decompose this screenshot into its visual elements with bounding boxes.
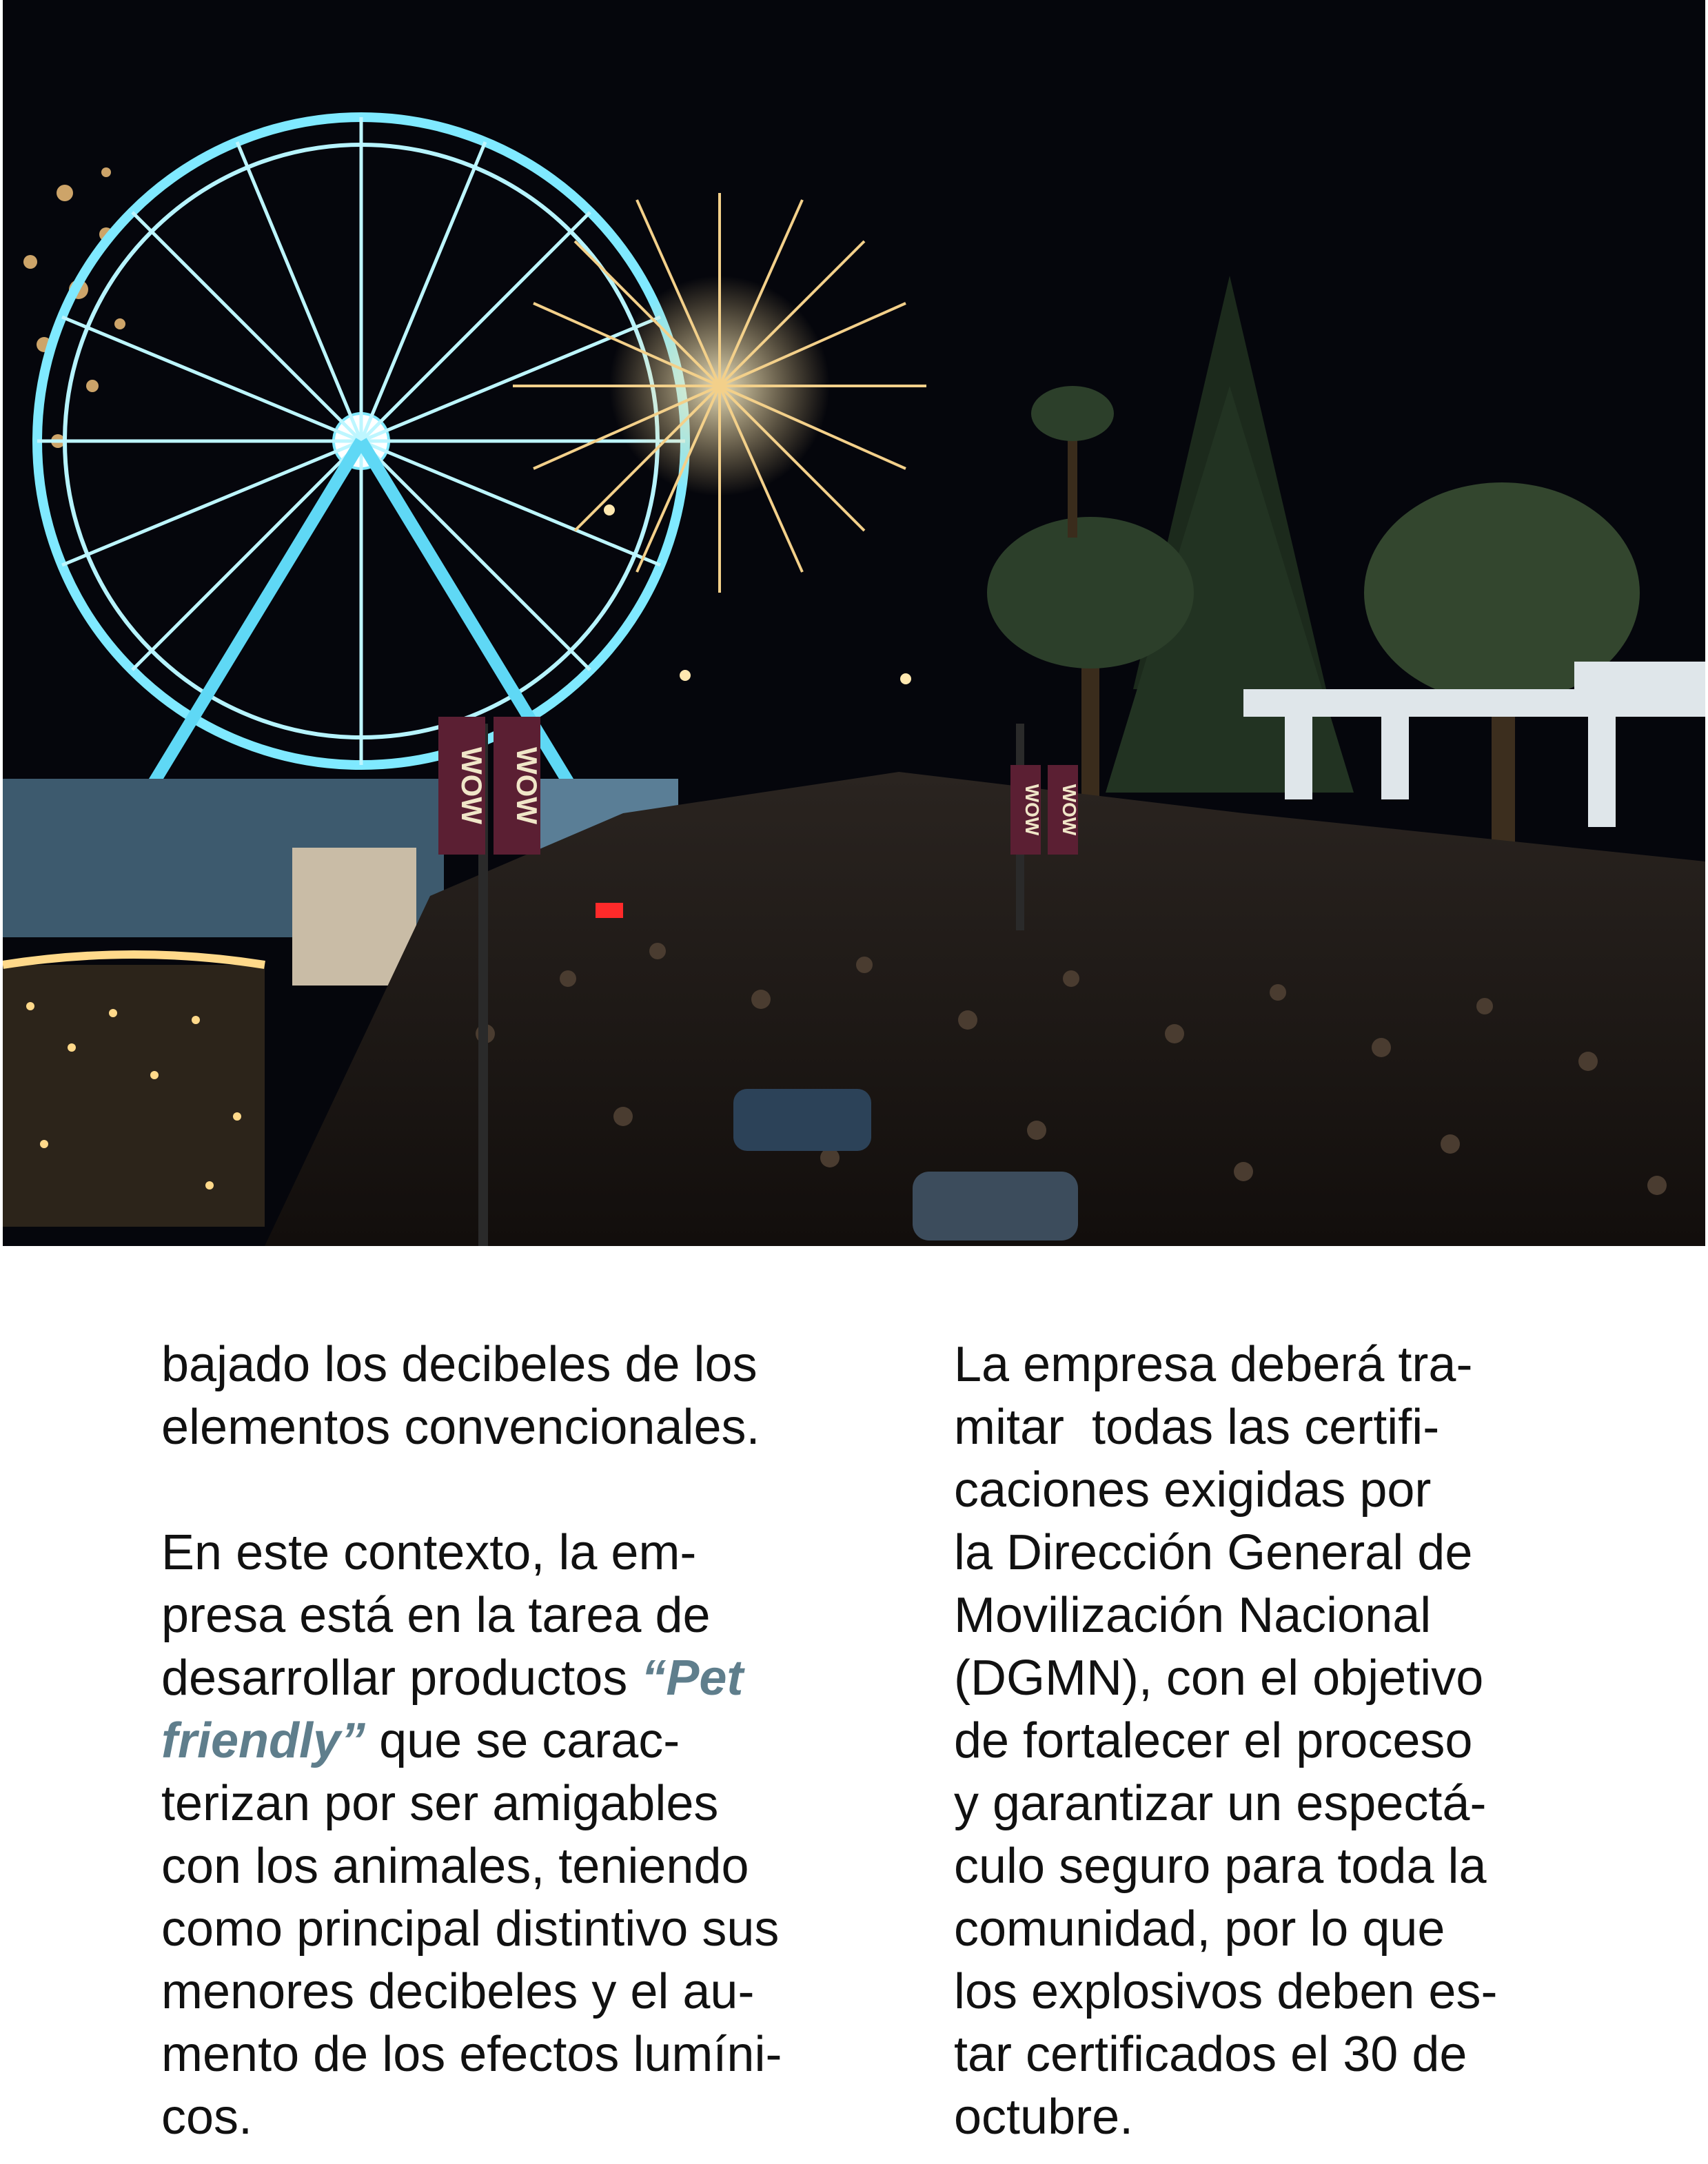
text-line: octubre. [954, 2090, 1134, 2145]
article-column-left [161, 1334, 851, 2149]
banner-text: WOW [1021, 784, 1043, 836]
event-photo [3, 0, 1705, 1246]
car [913, 1172, 1078, 1241]
text-line: comunidad, por lo que [954, 1901, 1445, 1957]
text-segment: que se carac- [365, 1713, 680, 1768]
text-line: mento de los efectos lumíni- [161, 2027, 782, 2082]
article-column-right [954, 1334, 1643, 2149]
paragraph-gap [161, 1459, 851, 1522]
pet-friendly-highlight: “Pet [641, 1651, 744, 1706]
text-line: caciones exigidas por [954, 1462, 1432, 1518]
banner-text: WOW [511, 747, 543, 824]
pet-friendly-highlight: friendly” [161, 1713, 366, 1768]
text-line: presa está en la tarea de [161, 1588, 711, 1643]
text-segment: desarrollar productos [161, 1651, 642, 1706]
text-line [161, 1647, 851, 1710]
text-line: (DGMN), con el objetivo [954, 1651, 1484, 1706]
text-line: La empresa deberá tra- [954, 1337, 1473, 1392]
text-line: los explosivos deben es- [954, 1964, 1498, 2019]
wow-banner [494, 717, 543, 855]
text-line: terizan por ser amigables [161, 1776, 719, 1831]
emergency-light [596, 903, 623, 918]
text-line: con los animales, teniendo [161, 1839, 749, 1894]
text-line: como principal distintivo sus [161, 1901, 780, 1957]
text-line: menores decibeles y el au- [161, 1964, 755, 2019]
text-line [161, 1710, 851, 1773]
text-line: cos. [161, 2090, 253, 2145]
wow-banner [1048, 765, 1080, 855]
text-line: y garantizar un espectá- [954, 1776, 1487, 1831]
text-line: culo seguro para toda la [954, 1839, 1487, 1894]
wow-banner [438, 717, 488, 855]
text-line: elementos convencionales. [161, 1400, 760, 1455]
text-line: En este contexto, la em- [161, 1525, 697, 1580]
car [733, 1089, 871, 1151]
wow-banner [1010, 765, 1043, 855]
text-line: bajado los decibeles de los [161, 1337, 758, 1392]
text-line: la Dirección General de [954, 1525, 1473, 1580]
banner-text: WOW [1059, 784, 1080, 836]
text-line: mitar todas las certifi- [954, 1400, 1440, 1455]
text-line: de fortalecer el proceso [954, 1713, 1473, 1768]
text-line: tar certificados el 30 de [954, 2027, 1467, 2082]
text-line: Movilización Nacional [954, 1588, 1432, 1643]
banner-text: WOW [456, 747, 488, 824]
